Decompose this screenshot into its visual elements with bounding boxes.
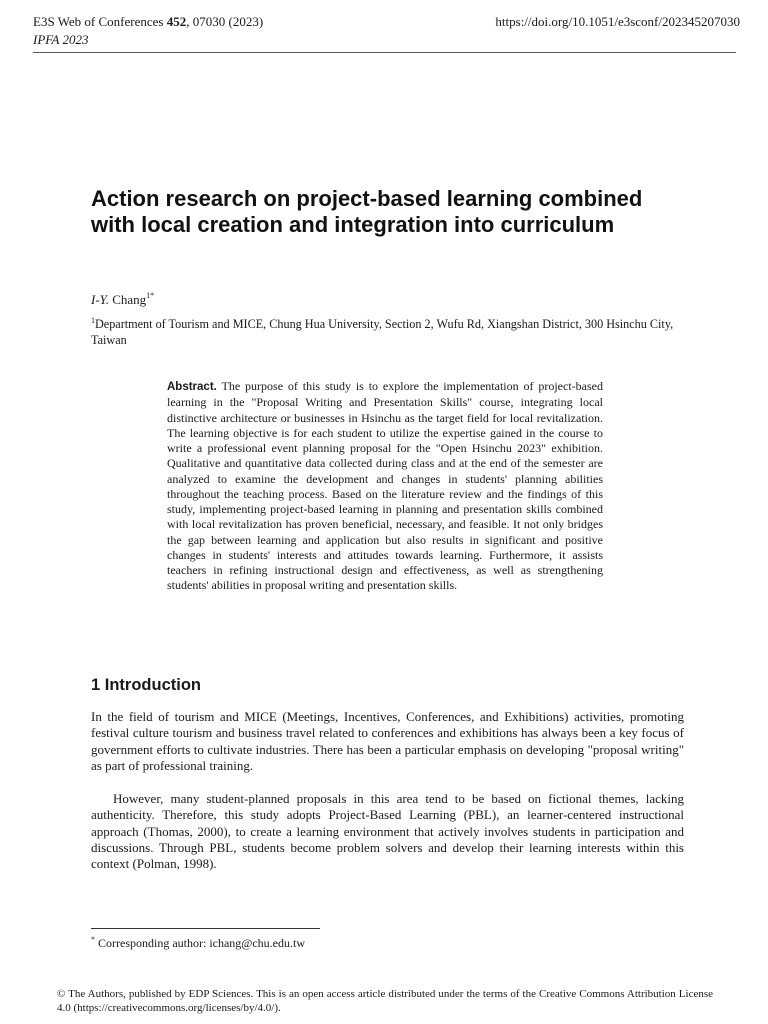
footnote-rule bbox=[91, 928, 320, 929]
paper-title: Action research on project-based learning combined with local creation and integration into curriculum bbox=[91, 186, 643, 237]
journal-name: E3S Web of Conferences bbox=[33, 14, 164, 29]
author-surname: Chang bbox=[112, 292, 147, 307]
footnote-mark: * bbox=[91, 935, 95, 944]
doi-link[interactable]: https://doi.org/10.1051/e3sconf/202345207030 bbox=[495, 14, 740, 29]
volume-number: 452 bbox=[166, 14, 187, 29]
journal-citation bbox=[33, 14, 263, 30]
conference-label: IPFA 2023 bbox=[33, 32, 89, 47]
article-number: , 07030 (2023) bbox=[186, 14, 264, 29]
author-initials: I-Y. bbox=[91, 292, 109, 307]
affiliation bbox=[91, 317, 691, 348]
section-heading-introduction: 1 Introduction bbox=[91, 676, 201, 694]
abstract-text: The purpose of this study is to explore the implementation of project-based learning in the "Proposal Writing and Presentation Skills" course, integrating local distinctive architecture or businesses in Hsinchu as the target field for local revitalization. The learning objective is for each student to utilize the expertise gained in the course to write a professional event planning proposal for the "Open Hsinchu 2023" exhibition. Qualitative and quantitative data collected during class and at the end of the semester are analyzed to examine the development and changes in students' planning abilities throughout the teaching process. Based on the literature review and the findings of this study, implementing project-based learning in planning and presentation skills combined with local revitalization has proven beneficial, necessary, and feasible. It not only bridges the gap between learning and application but also results in significant and positive changes in students' interests and attitudes towards learning. Furthermore, it assists teachers in refining instructional design and effectiveness, as well as strengthening students' abilities in proposal writing and presentation skills. bbox=[167, 379, 603, 593]
header-rule bbox=[33, 52, 736, 53]
author-marks: 1* bbox=[146, 291, 155, 300]
affiliation-mark: 1 bbox=[91, 316, 95, 325]
footnote-text: Corresponding author: ichang@chu.edu.tw bbox=[98, 936, 306, 950]
intro-paragraph-2: However, many student-planned proposals in this area tend to be based on fictional themes, lacking authenticity. Therefore, this study adopts Project-Based Learning (PBL), an learner-centered instructional approach (Thomas, 2000), to create a learning environment that actively involves students in participation and discussions. Through PBL, students become problem solvers and develop their learning interests within this context (Polman, 1998). bbox=[91, 791, 684, 872]
intro-paragraph-1: In the field of tourism and MICE (Meetings, Incentives, Conferences, and Exhibitions) activities, promoting festival culture tourism and business travel related to conferences and exhibitions has always been a key focus of government efforts to cultivate industries. There has been a particular emphasis on developing "proposal writing" as part of professional training. bbox=[91, 709, 684, 773]
abstract bbox=[167, 379, 603, 594]
affiliation-text: Department of Tourism and MICE, Chung Hua University, Section 2, Wufu Rd, Xiangshan District, 300 Hsinchu City, Taiwan bbox=[91, 317, 674, 347]
author-line bbox=[91, 292, 154, 308]
abstract-label: Abstract. bbox=[167, 381, 217, 393]
footnote bbox=[91, 936, 305, 951]
license-notice: © The Authors, published by EDP Sciences. This is an open access article distributed under the terms of the Creative Commons Attribution License 4.0 (https://creativecommons.org/licenses/by/4.0/). bbox=[57, 988, 713, 1014]
